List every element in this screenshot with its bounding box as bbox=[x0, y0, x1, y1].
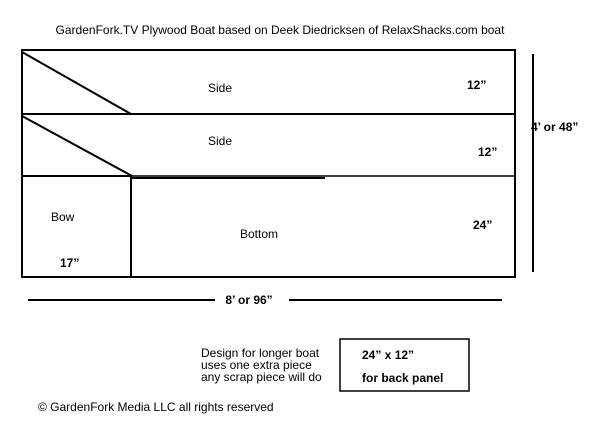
diagonal-cut-mid-side bbox=[22, 116, 132, 176]
side-top-dimension: 12” bbox=[467, 78, 487, 92]
bow-label: Bow bbox=[51, 210, 75, 224]
note-line-3: any scrap piece will do bbox=[201, 370, 322, 384]
side-mid-dimension: 12” bbox=[478, 145, 498, 159]
height-dimension-label: 4’ or 48” bbox=[531, 120, 579, 134]
diagram-title: GardenFork.TV Plywood Boat based on Deek Diedricksen of RelaxShacks.com boat bbox=[55, 23, 505, 37]
bottom-label: Bottom bbox=[240, 227, 279, 241]
width-dimension-label: 8’ or 96” bbox=[225, 293, 273, 307]
back-panel-size: 24” x 12” bbox=[362, 348, 415, 362]
note-line-1: Design for longer boat bbox=[201, 346, 320, 360]
back-panel-label: for back panel bbox=[362, 371, 444, 385]
bow-dimension: 17” bbox=[60, 256, 80, 270]
diagonal-cut-top-side bbox=[22, 52, 131, 114]
bottom-dimension: 24” bbox=[473, 218, 493, 232]
copyright-text: © GardenFork Media LLC all rights reserved bbox=[38, 400, 274, 414]
note-line-2: uses one extra piece bbox=[201, 358, 312, 372]
side-top-label: Side bbox=[208, 81, 233, 95]
side-mid-label: Side bbox=[208, 134, 233, 148]
plywood-sheet-outline bbox=[22, 50, 515, 277]
